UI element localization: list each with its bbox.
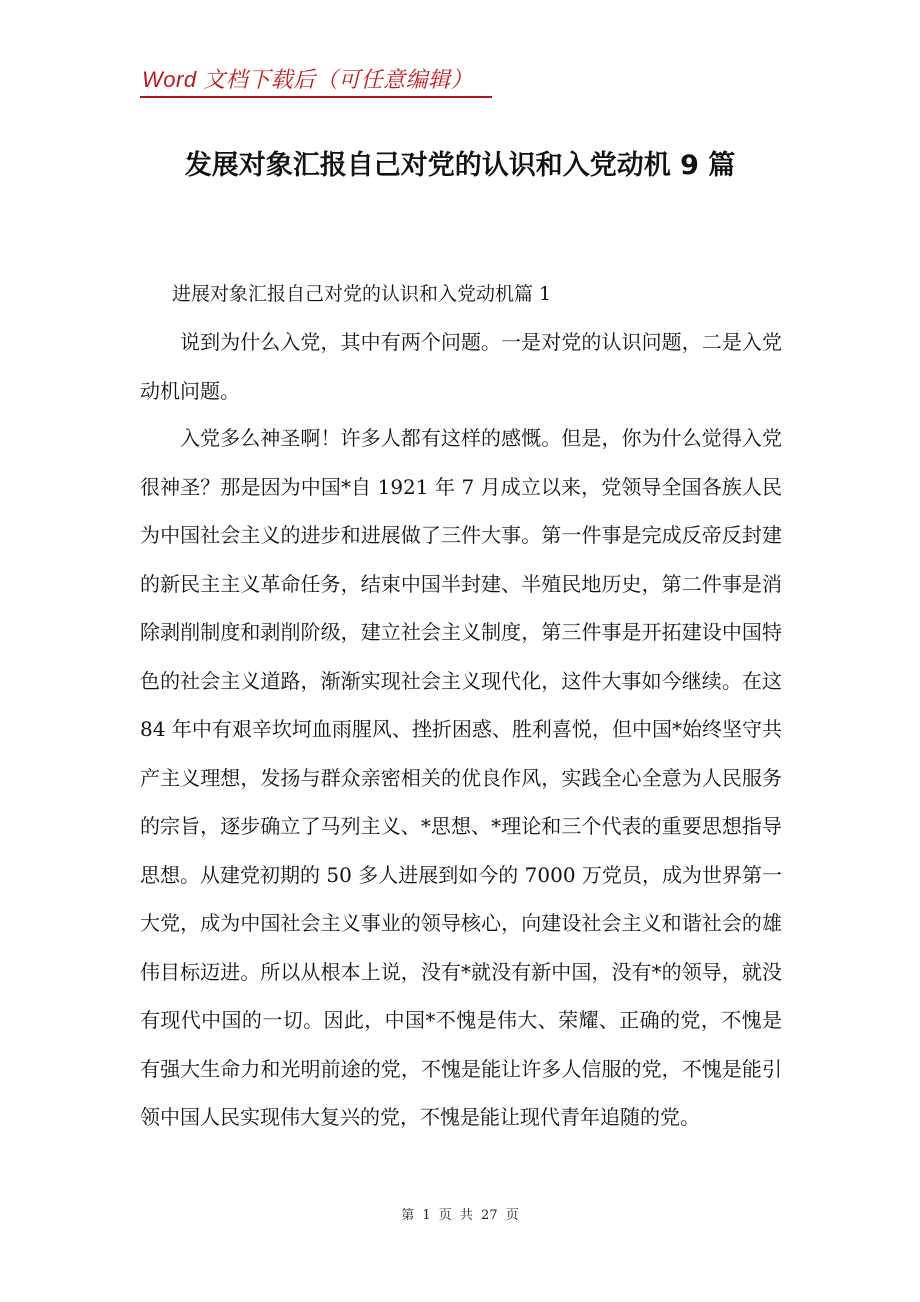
banner-text: Word 文档下载后（可任意编辑） bbox=[142, 67, 474, 92]
section-heading: 进展对象汇报自己对党的认识和入党动机篇 1 bbox=[172, 283, 552, 305]
page-number-footer: 第 1 页 共 27 页 bbox=[401, 1208, 519, 1223]
document-title: 发展对象汇报自己对党的认识和入党动机 9 篇 bbox=[184, 150, 736, 181]
body-paragraph: 入党多么神圣啊！许多人都有这样的感慨。但是，你为什么觉得入党很神圣？那是因为中国*自 1921 年 7 月成立以来，党领导全国各族人民为中国社会主义的进步和进展做了三件大事。第一件事是完成反帝反封建的新民主主义革命任务，结束中国半封建、半殖民地历史，第二件事是消除剥削制度和剥削阶级，建立社会主义制度，第三件事是开拓建设中国特色的社会主义道路，渐渐实现社会主义现代化，这件大事如今继续。在这 84 年中有艰辛坎坷血雨腥风、挫折困惑、胜利喜悦，但中国*始终坚守共产主义理想，发扬与群众亲密相关的优良作风，实践全心全意为人民服务的宗旨，逐步确立了马列主义、*思想、*理论和三个代表的重要思想指导思想。从建党初期的 50 多人进展到如今的 7000 万党员，成为世界第一大党，成为中国社会主义事业的领导核心，向建设社会主义和谐社会的雄伟目标迈进。所以从根本上说，没有*就没有新中国，没有*的领导，就没有现代中国的一切。因此，中国*不愧是伟大、荣耀、正确的党，不愧是有强大生命力和光明前途的党，不愧是能让许多人信服的党，不愧是能引领中国人民实现伟大复兴的党，不愧是能让现代青年追随的党。 bbox=[140, 426, 782, 1129]
download-banner bbox=[140, 64, 492, 98]
body-paragraph: 说到为什么入党，其中有两个问题。一是对党的认识问题，二是入党动机问题。 bbox=[140, 330, 782, 403]
